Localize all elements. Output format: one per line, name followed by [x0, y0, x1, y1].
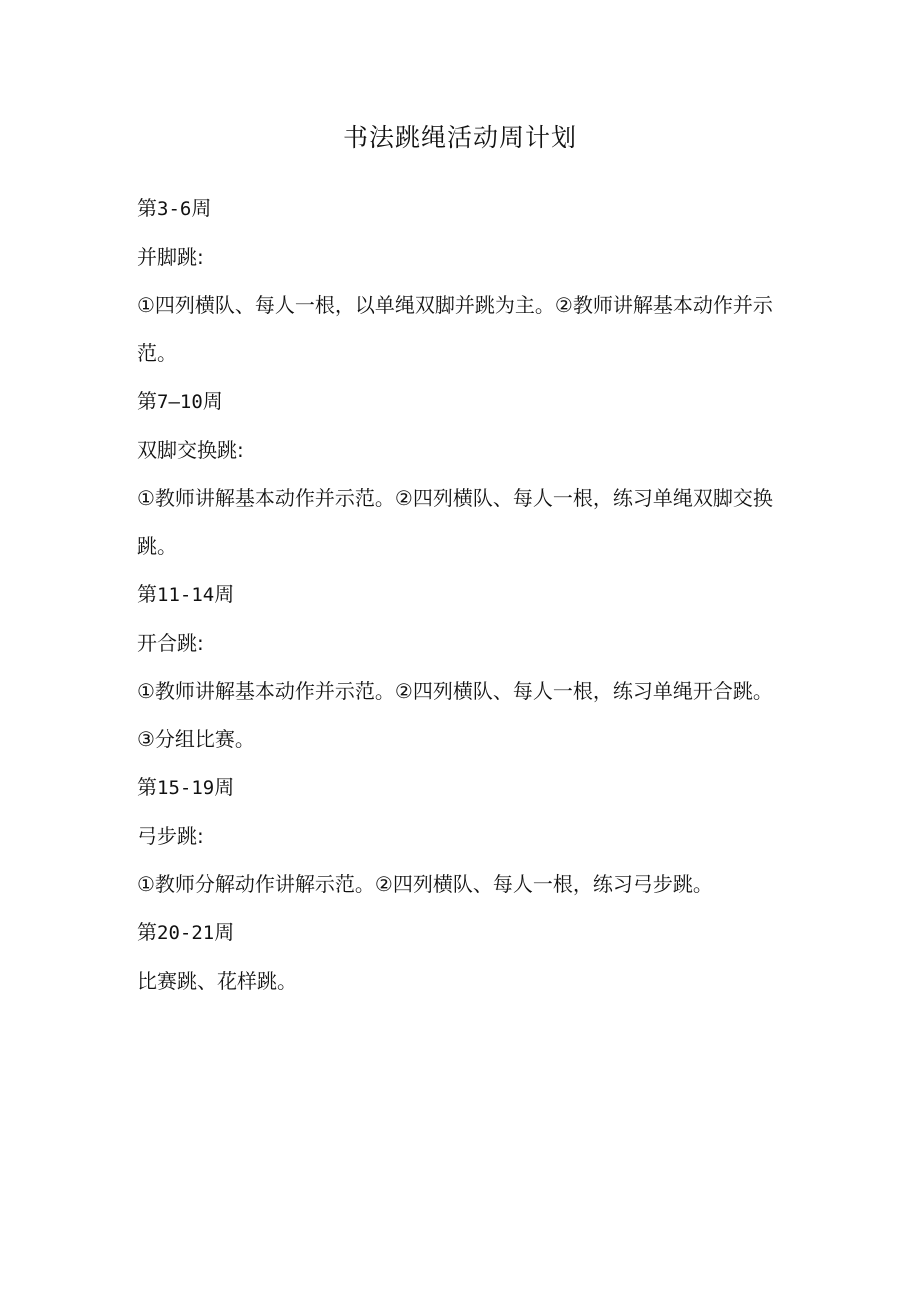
activity-name: 并脚跳: [137, 245, 204, 269]
week-prefix: 第 [137, 920, 157, 944]
week-prefix: 第 [137, 775, 157, 799]
activity-description-continued: 范。 [137, 341, 177, 365]
week-range: 15-19 [157, 777, 215, 799]
document-title: 书法跳绳活动周计划 [342, 123, 577, 152]
activity-name: 双脚交换跳: [137, 438, 244, 462]
week-prefix: 第 [137, 389, 157, 413]
week-heading [137, 184, 787, 233]
week-suffix: 周 [214, 920, 235, 944]
week-range: 11-14 [157, 584, 215, 606]
activity-name: 开合跳: [137, 631, 204, 655]
activity-description: 比赛跳、花样跳。 [137, 969, 297, 993]
week-suffix: 周 [214, 582, 235, 606]
activity-description-continued: 跳。 [137, 534, 177, 558]
week-heading [137, 908, 787, 957]
week-suffix: 周 [202, 389, 223, 413]
week-range: 3-6 [157, 198, 192, 220]
week-heading [137, 377, 787, 426]
activity-description: ①四列横队、每人一根，以单绳双脚并跳为主。②教师讲解基本动作并示 [137, 293, 773, 317]
week-range: 7—10 [157, 391, 203, 413]
week-heading [137, 763, 787, 812]
week-suffix: 周 [214, 775, 235, 799]
week-prefix: 第 [137, 582, 157, 606]
activity-description: ①教师分解动作讲解示范。②四列横队、每人一根，练习弓步跳。 [137, 872, 713, 896]
week-heading [137, 570, 787, 619]
document-body [137, 184, 787, 1005]
week-range: 20-21 [157, 922, 215, 944]
activity-description: ①教师讲解基本动作并示范。②四列横队、每人一根，练习单绳开合跳。 [137, 679, 773, 703]
activity-description: ①教师讲解基本动作并示范。②四列横队、每人一根，练习单绳双脚交换 [137, 486, 773, 510]
activity-name: 弓步跳: [137, 824, 204, 848]
week-prefix: 第 [137, 196, 157, 220]
activity-description-continued: ③分组比赛。 [137, 727, 255, 751]
week-suffix: 周 [191, 196, 212, 220]
